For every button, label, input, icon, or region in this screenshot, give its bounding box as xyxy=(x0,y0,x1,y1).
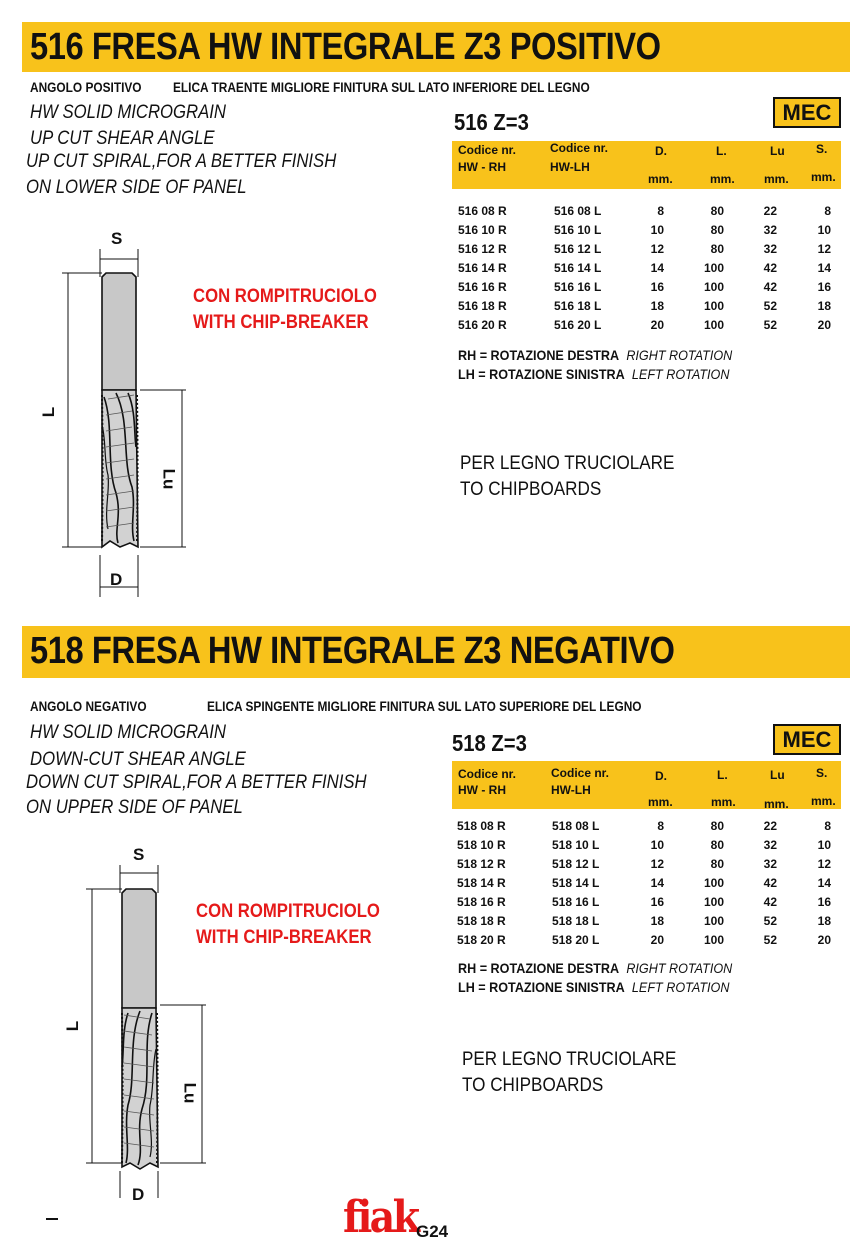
table-row xyxy=(452,204,841,223)
table-row xyxy=(452,223,841,242)
header-l: L. xyxy=(716,144,727,158)
chipbreaker-label: CON ROMPITRUCIOLO xyxy=(193,286,377,307)
cell-d: 14 xyxy=(650,261,664,275)
cell-l: 80 xyxy=(710,819,724,833)
cell-s: 14 xyxy=(817,876,831,890)
cell-lu: 52 xyxy=(763,914,777,928)
rotation-rh-en: RIGHT ROTATION xyxy=(626,347,733,363)
cell-lu: 52 xyxy=(763,933,777,947)
dim-label-lu: Lu xyxy=(180,1082,200,1104)
dim-label-l: L xyxy=(39,406,59,418)
cell-d: 20 xyxy=(650,318,664,332)
header-s: S. xyxy=(816,142,828,156)
chipbreaker-label: WITH CHIP-BREAKER xyxy=(196,927,372,948)
cell-d: 10 xyxy=(650,223,664,237)
cell-code-lh: 516 14 L xyxy=(554,261,602,275)
rotation-lh xyxy=(458,366,729,382)
cell-d: 12 xyxy=(650,242,664,256)
cell-lu: 32 xyxy=(763,223,777,237)
dim-label-s: S xyxy=(111,229,123,248)
table-body xyxy=(452,204,841,339)
cell-lu: 42 xyxy=(763,280,777,294)
product-title: 516 FRESA HW INTEGRALE Z3 POSITIVO xyxy=(30,26,661,68)
unit-s: mm. xyxy=(811,794,836,808)
subtitle-helix: ELICA TRAENTE MIGLIORE FINITURA SUL LATO INFERIORE DEL LEGNO xyxy=(173,80,590,95)
header-code-rh: Codice nr. xyxy=(458,143,517,157)
cell-l: 100 xyxy=(703,895,724,909)
dim-label-l: L xyxy=(63,1020,83,1032)
table-row xyxy=(452,261,841,280)
dim-label-d: D xyxy=(132,1185,145,1204)
header-code-lh: Codice nr. xyxy=(551,766,610,780)
table-row xyxy=(452,933,841,952)
header-d: D. xyxy=(655,144,667,158)
cell-l: 80 xyxy=(710,223,724,237)
table-header xyxy=(452,141,841,189)
cell-lu: 32 xyxy=(763,242,777,256)
header-lu: Lu xyxy=(770,768,785,782)
cell-lu: 42 xyxy=(763,261,777,275)
product-title: 518 FRESA HW INTEGRALE Z3 NEGATIVO xyxy=(30,630,675,672)
cell-code-lh: 518 16 L xyxy=(552,895,600,909)
page-code: G24 xyxy=(416,1222,449,1241)
rotation-rh-en: RIGHT ROTATION xyxy=(626,960,733,976)
cell-s: 14 xyxy=(817,261,831,275)
cell-code-rh: 518 20 R xyxy=(457,933,506,947)
cell-code-rh: 518 12 R xyxy=(457,857,506,871)
cell-d: 8 xyxy=(657,819,664,833)
cell-s: 16 xyxy=(817,895,831,909)
unit-lu: mm. xyxy=(764,172,789,186)
cell-code-lh: 516 18 L xyxy=(554,299,602,313)
table-row xyxy=(452,318,841,337)
cell-l: 100 xyxy=(703,280,724,294)
router-bit-drawing xyxy=(40,225,200,605)
header-code-rh: Codice nr. xyxy=(458,767,517,781)
cell-l: 80 xyxy=(710,857,724,871)
rotation-rh xyxy=(458,960,732,976)
description-line: ON LOWER SIDE OF PANEL xyxy=(26,177,247,198)
table-row xyxy=(452,819,841,838)
unit-lu: mm. xyxy=(764,797,789,811)
cell-code-lh: 516 08 L xyxy=(554,204,602,218)
dim-label-s: S xyxy=(133,845,145,864)
subtitle-helix: ELICA SPINGENTE MIGLIORE FINITURA SUL LATO SUPERIORE DEL LEGNO xyxy=(207,699,642,714)
cell-code-rh: 516 08 R xyxy=(458,204,507,218)
cell-s: 18 xyxy=(817,299,831,313)
cell-s: 8 xyxy=(824,819,831,833)
cell-s: 20 xyxy=(817,933,831,947)
rotation-rh-it: RH = ROTAZIONE DESTRA xyxy=(458,347,620,363)
mec-badge: MEC xyxy=(773,724,841,755)
cell-code-lh: 516 16 L xyxy=(554,280,602,294)
cell-lu: 22 xyxy=(763,204,777,218)
table-row xyxy=(452,242,841,261)
cell-lu: 22 xyxy=(763,819,777,833)
table-row xyxy=(452,299,841,318)
router-bit-drawing xyxy=(62,853,222,1198)
header-code-lh-sub: HW-LH xyxy=(551,783,591,797)
cell-l: 100 xyxy=(703,876,724,890)
description-line: HW SOLID MICROGRAIN xyxy=(30,722,227,743)
rotation-lh-it: LH = ROTAZIONE SINISTRA xyxy=(458,366,625,382)
title-banner xyxy=(22,22,850,72)
cell-code-rh: 518 18 R xyxy=(457,914,506,928)
table-row xyxy=(452,876,841,895)
cell-s: 18 xyxy=(817,914,831,928)
model-label: 518 Z=3 xyxy=(452,730,527,756)
cell-s: 12 xyxy=(817,242,831,256)
cell-d: 10 xyxy=(650,838,664,852)
cell-code-lh: 516 12 L xyxy=(554,242,602,256)
cell-l: 100 xyxy=(703,318,724,332)
header-code-rh-sub: HW - RH xyxy=(458,160,506,174)
cell-d: 18 xyxy=(650,299,664,313)
cell-code-rh: 516 10 R xyxy=(458,223,507,237)
cell-d: 16 xyxy=(650,280,664,294)
description-line: ON UPPER SIDE OF PANEL xyxy=(26,797,243,818)
description-line: DOWN CUT SPIRAL,FOR A BETTER FINISH xyxy=(26,772,367,793)
description-line: UP CUT SPIRAL,FOR A BETTER FINISH xyxy=(26,151,337,172)
application-line: TO CHIPBOARDS xyxy=(462,1075,604,1096)
cell-s: 12 xyxy=(817,857,831,871)
description-line: HW SOLID MICROGRAIN xyxy=(30,102,227,123)
dim-label-lu: Lu xyxy=(159,468,179,490)
cell-d: 16 xyxy=(650,895,664,909)
cell-l: 80 xyxy=(710,242,724,256)
description-line: DOWN-CUT SHEAR ANGLE xyxy=(30,749,246,770)
unit-d: mm. xyxy=(648,172,673,186)
cell-lu: 42 xyxy=(763,876,777,890)
cell-l: 80 xyxy=(710,204,724,218)
cell-code-rh: 518 10 R xyxy=(457,838,506,852)
product-section-516 xyxy=(0,0,857,610)
cell-lu: 42 xyxy=(763,895,777,909)
cell-code-lh: 518 20 L xyxy=(552,933,600,947)
rotation-rh-it: RH = ROTAZIONE DESTRA xyxy=(458,960,620,976)
cell-d: 12 xyxy=(650,857,664,871)
rotation-lh xyxy=(458,979,729,995)
cell-code-rh: 518 16 R xyxy=(457,895,506,909)
cell-s: 10 xyxy=(817,223,831,237)
cell-code-rh: 516 12 R xyxy=(458,242,507,256)
cell-code-lh: 516 20 L xyxy=(554,318,602,332)
cell-code-rh: 516 18 R xyxy=(458,299,507,313)
description-line: UP CUT SHEAR ANGLE xyxy=(30,128,215,149)
cell-s: 16 xyxy=(817,280,831,294)
cell-code-lh: 518 08 L xyxy=(552,819,600,833)
cell-code-rh: 516 14 R xyxy=(458,261,507,275)
cell-s: 20 xyxy=(817,318,831,332)
cell-lu: 52 xyxy=(763,299,777,313)
cell-code-rh: 518 14 R xyxy=(457,876,506,890)
header-code-rh-sub: HW - RH xyxy=(458,783,506,797)
cell-code-lh: 518 12 L xyxy=(552,857,600,871)
cell-d: 14 xyxy=(650,876,664,890)
cell-code-lh: 518 18 L xyxy=(552,914,600,928)
rotation-lh-en: LEFT ROTATION xyxy=(631,979,730,995)
table-row xyxy=(452,838,841,857)
application-line: TO CHIPBOARDS xyxy=(460,479,602,500)
header-l: L. xyxy=(717,768,728,782)
cell-code-rh: 516 16 R xyxy=(458,280,507,294)
cell-l: 80 xyxy=(710,838,724,852)
mec-badge: MEC xyxy=(773,97,841,128)
cell-l: 100 xyxy=(703,261,724,275)
table-row xyxy=(452,857,841,876)
cell-l: 100 xyxy=(703,299,724,313)
unit-d: mm. xyxy=(648,795,673,809)
table-header xyxy=(452,761,841,809)
table-row xyxy=(452,280,841,299)
header-s: S. xyxy=(816,766,828,780)
unit-s: mm. xyxy=(811,170,836,184)
cell-lu: 52 xyxy=(763,318,777,332)
rotation-rh xyxy=(458,347,732,363)
cell-lu: 32 xyxy=(763,857,777,871)
subtitle-angle: ANGOLO POSITIVO xyxy=(30,80,142,95)
cell-code-lh: 516 10 L xyxy=(554,223,602,237)
cell-s: 8 xyxy=(824,204,831,218)
dim-label-d: D xyxy=(110,570,123,589)
model-label: 516 Z=3 xyxy=(454,109,529,135)
application-line: PER LEGNO TRUCIOLARE xyxy=(460,453,675,474)
header-code-lh-sub: HW-LH xyxy=(550,160,590,174)
unit-l: mm. xyxy=(711,795,736,809)
table-row xyxy=(452,895,841,914)
cell-code-rh: 518 08 R xyxy=(457,819,506,833)
header-lu: Lu xyxy=(770,144,785,158)
rotation-lh-it: LH = ROTAZIONE SINISTRA xyxy=(458,979,625,995)
cell-d: 8 xyxy=(657,204,664,218)
application-line: PER LEGNO TRUCIOLARE xyxy=(462,1049,677,1070)
cell-code-rh: 516 20 R xyxy=(458,318,507,332)
unit-l: mm. xyxy=(710,172,735,186)
header-code-lh: Codice nr. xyxy=(550,141,609,155)
cell-lu: 32 xyxy=(763,838,777,852)
cell-s: 10 xyxy=(817,838,831,852)
brand-logo: fiak xyxy=(343,1192,418,1243)
cell-d: 18 xyxy=(650,914,664,928)
title-banner xyxy=(22,626,850,678)
cell-code-lh: 518 10 L xyxy=(552,838,600,852)
table-body xyxy=(452,819,841,954)
cell-d: 20 xyxy=(650,933,664,947)
chipbreaker-label: WITH CHIP-BREAKER xyxy=(193,312,369,333)
subtitle-angle: ANGOLO NEGATIVO xyxy=(30,699,147,714)
page-mark xyxy=(46,1218,58,1220)
cell-l: 100 xyxy=(703,914,724,928)
product-section-518 xyxy=(0,608,857,1208)
table-row xyxy=(452,914,841,933)
header-d: D. xyxy=(655,769,667,783)
cell-l: 100 xyxy=(703,933,724,947)
cell-code-lh: 518 14 L xyxy=(552,876,600,890)
chipbreaker-label: CON ROMPITRUCIOLO xyxy=(196,901,380,922)
rotation-lh-en: LEFT ROTATION xyxy=(631,366,730,382)
